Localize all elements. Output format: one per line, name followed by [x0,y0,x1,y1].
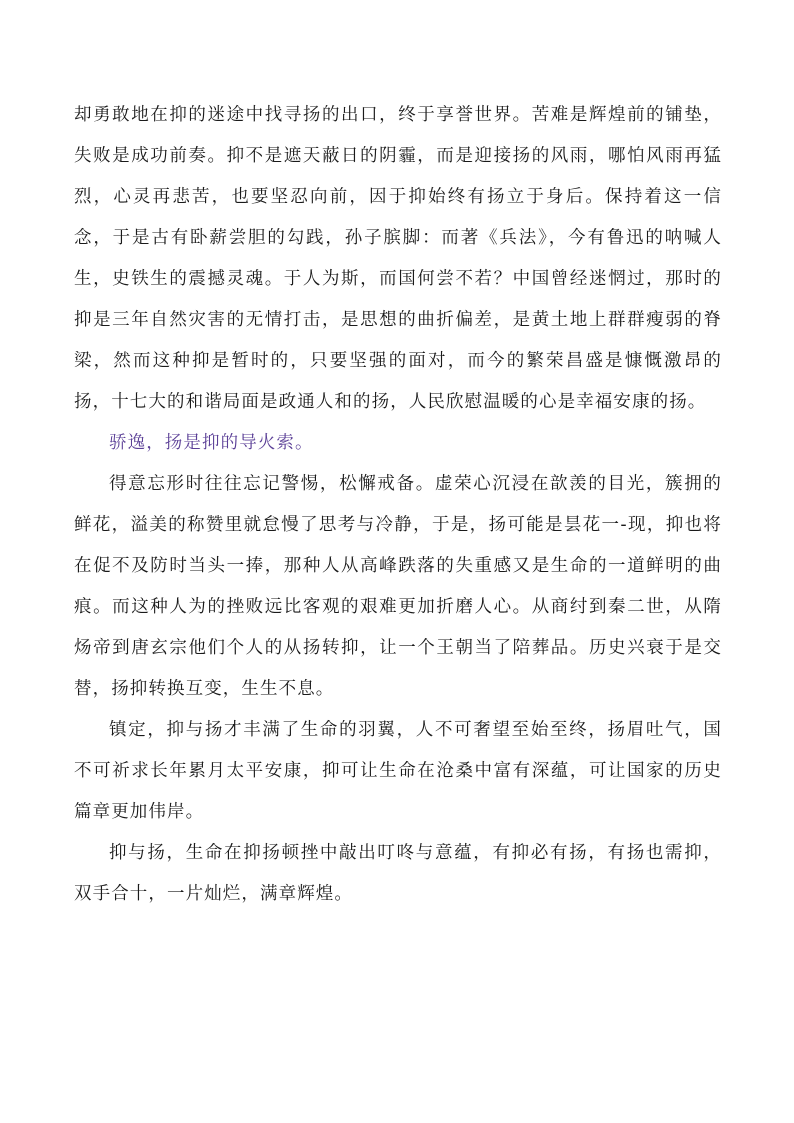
essay-body [74,95,722,915]
paragraph-continuation: 却勇敢地在抑的迷途中找寻扬的出口，终于享誉世界。苦难是辉煌前的铺垫，失败是成功前奏。抑不是遮天蔽日的阴霾，而是迎接扬的风雨，哪怕风雨再猛烈，心灵再悲苦，也要坚忍向前，因于抑始终有扬立于身后。保持着这一信念，于是古有卧薪尝胆的勾践，孙子膑脚：而著《兵法》，今有鲁迅的呐喊人生，史铁生的震撼灵魂。于人为斯，而国何尝不若？中国曾经迷惘过，那时的抑是三年自然灾害的无情打击，是思想的曲折偏差，是黄土地上群群瘦弱的脊梁，然而这种抑是暂时的，只要坚强的面对，而今的繁荣昌盛是慷慨激昂的扬，十七大的和谐局面是政通人和的扬，人民欣慰温暖的心是幸福安康的扬。 [74,105,722,412]
paragraph-composure: 镇定，抑与扬才丰满了生命的羽翼，人不可奢望至始至终，扬眉吐气，国不可祈求长年累月太平安康，抑可让生命在沧桑中富有深蕴，可让国家的历史篇章更加伟岸。 [74,720,722,822]
paragraph-conclusion: 抑与扬，生命在抑扬顿挫中敲出叮咚与意蕴，有抑必有扬，有扬也需抑，双手合十，一片灿烂，满章辉煌。 [74,843,722,904]
paragraph-arrogance: 得意忘形时往往忘记警惕，松懈戒备。虚荣心沉浸在歆羡的目光，簇拥的鲜花，溢美的称赞里就怠慢了思考与冷静，于是，扬可能是昙花一-现，抑也将在促不及防时当头一捧，那种人从高峰跌落的失重感又是生命的一道鲜明的曲痕。而这种人为的挫败远比客观的艰难更加折磨人心。从商纣到秦二世，从隋炀帝到唐玄宗他们个人的从扬转抑，让一个王朝当了陪葬品。历史兴衰于是交替，扬抑转换互变，生生不息。 [74,474,722,699]
section-heading: 骄逸，扬是抑的导火索。 [109,433,314,453]
